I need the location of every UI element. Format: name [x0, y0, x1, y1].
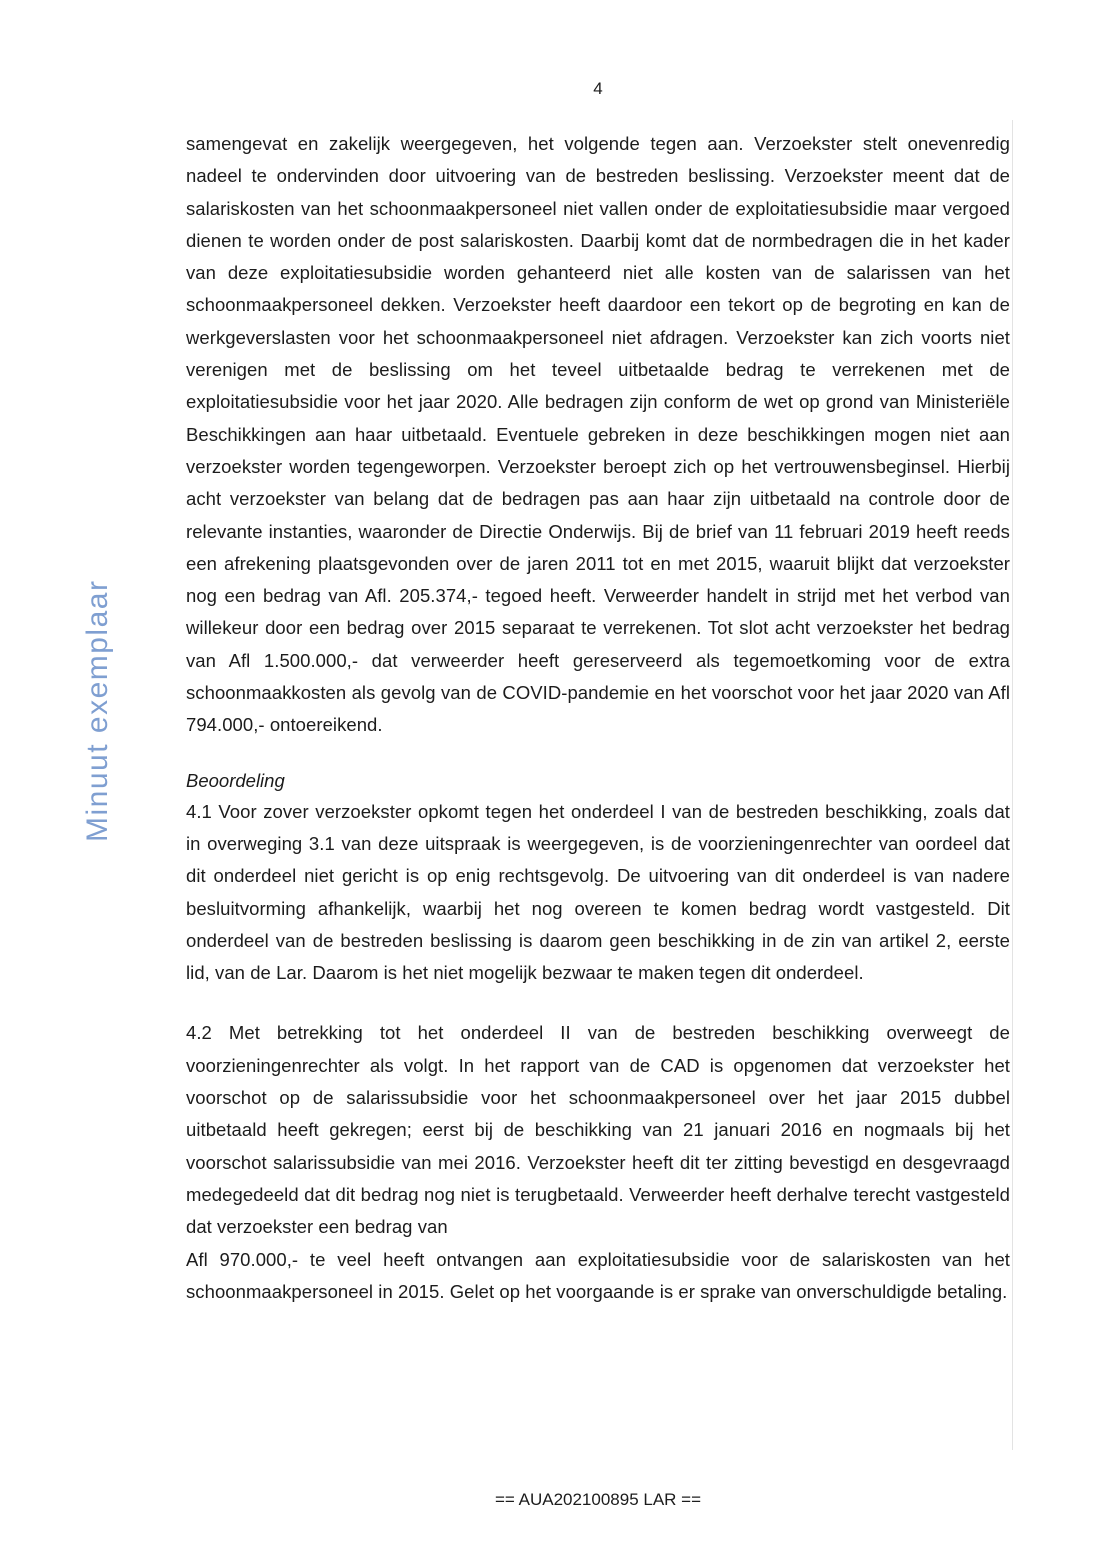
paragraph-4-2: 4.2 Met betrekking tot het onderdeel II van de bestreden beschikking overweegt de voorzieningenrechter als volgt. In het rapport van de CAD is opgenomen dat verzoekster het voorschot op de salarissubsidie voor het schoonmaakpersoneel over het jaar 2015 dubbel uitbetaald heeft gekregen; eerst bij de beschikking van 21 januari 2016 en nogmaals bij het voorschot salarissubsidie van mei 2016. Verzoekster heeft dit ter zitting bevestigd en desgevraagd medegedeeld dat dit bedrag nog niet is terugbetaald. Verweerder heeft derhalve terecht vastgesteld dat verzoekster een bedrag van: [186, 1022, 1010, 1238]
page-number: 4: [593, 79, 603, 98]
section-heading-beoordeling: Beoordeling: [186, 769, 285, 791]
scan-edge-line: [1012, 120, 1013, 1450]
paragraph-4-1: 4.1 Voor zover verzoekster opkomt tegen het onderdeel I van de bestreden beschikking, zoals dat in overweging 3.1 van deze uitspraak is weergegeven, is de voorzieningenrechter van oordeel dat dit onderdeel niet gericht is op enig rechtsgevolg. De uitvoering van dit onderdeel is van nadere besluitvorming afhankelijk, waarbij het nog overeen te komen bedrag wordt vastgesteld. Dit onderdeel van de bestreden beslissing is daarom geen beschikking in de zin van artikel 2, eerste lid, van de Lar. Daarom is het niet mogelijk bezwaar te maken tegen dit onderdeel.: [186, 800, 1010, 984]
paragraph-arguments: samengevat en zakelijk weergegeven, het volgende tegen aan. Verzoekster stelt onevenredig nadeel te ondervinden door uitvoering van de bestreden beslissing. Verzoekster meent dat de salariskosten van het schoonmaakpersoneel niet vallen onder de exploitatiesubsidie maar vergoed dienen te worden onder de post salariskosten. Daarbij komt dat de normbedragen die in het kader van deze exploitatiesubsidie worden gehanteerd niet alle kosten van de salarissen van het schoonmaakpersoneel dekken. Verzoekster heeft daardoor een tekort op de begroting en kan de werkgeverslasten voor het schoonmaakpersoneel niet afdragen. Verzoekster kan zich voorts niet verenigen met de beslissing om het teveel uitbetaalde bedrag te verrekenen met de exploitatiesubsidie voor het jaar 2020. Alle bedragen zijn conform de wet op grond van Ministeriële Beschikkingen aan haar uitbetaald. Eventuele gebreken in deze beschikkingen mogen niet aan verzoekster worden tegengeworpen. Verzoekster beroept zich op het vertrouwensbeginsel. Hierbij acht verzoekster van belang dat de bedragen pas aan haar zijn uitbetaald na controle door de relevante instanties, waaronder de Directie Onderwijs. Bij de brief van 11 februari 2019 heeft reeds een afrekening plaatsgevonden over de jaren 2011 tot en met 2015, waaruit blijkt dat verzoekster nog een bedrag van Afl. 205.374,- tegoed heeft. Verweerder handelt in strijd met het verbod van willekeur door een bedrag over 2015 separaat te verrekenen. Tot slot acht verzoekster het bedrag van Afl 1.500.000,- dat verweerder heeft gereserveerd als tegemoetkoming voor de extra schoonmaakkosten als gevolg van de COVID-pandemie en het voorschot voor het jaar 2020 van Afl 794.000,- ontoereikend.: [186, 133, 1010, 736]
document-body: [186, 128, 1010, 1308]
case-number-footer: == AUA202100895 LAR ==: [494, 1490, 702, 1509]
minuut-exemplaar-stamp: Minuut exemplaar: [81, 579, 114, 842]
paragraph-4-2-continued: Afl 970.000,- te veel heeft ontvangen aan exploitatiesubsidie voor de salariskosten van het schoonmaakpersoneel in 2015. Gelet op het voorgaande is er sprake van onverschuldigde betaling.: [186, 1248, 1010, 1302]
